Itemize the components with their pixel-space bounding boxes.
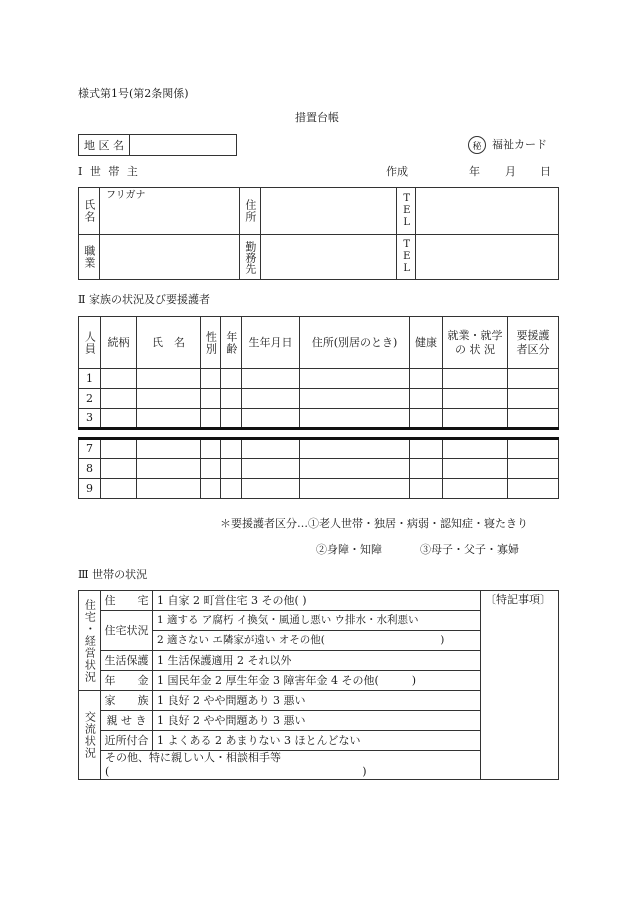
row-number: 2 xyxy=(79,389,101,409)
work-field[interactable] xyxy=(261,235,397,280)
family-options[interactable]: 1 良好 2 やや問題あり 3 悪い xyxy=(153,691,481,711)
name-label-cell: 氏名 xyxy=(79,188,100,235)
address-field[interactable] xyxy=(261,188,397,235)
col-age: 年齢 xyxy=(221,317,242,369)
household-status-table xyxy=(78,590,559,780)
housing-label: 住 宅 xyxy=(101,591,153,611)
housing-condition-options-1[interactable]: 1 適する ア腐朽 イ換気・風通し悪い ウ排水・水利悪い xyxy=(153,611,481,631)
neighbors-label: 近所付合 xyxy=(101,731,153,751)
table-row xyxy=(79,369,559,389)
job-label-cell: 職業 xyxy=(79,235,100,280)
housing-options[interactable]: 1 自家 2 町営住宅 3 その他( ) xyxy=(153,591,481,611)
secret-stamp: 秘 xyxy=(468,136,486,154)
col-birthdate: 生年月日 xyxy=(242,317,300,369)
row-number: 3 xyxy=(79,409,101,429)
pension-options[interactable]: 1 国民年金 2 厚生年金 3 障害年金 4 その他( ) xyxy=(153,671,481,691)
other-contacts-field[interactable]: その他、特に親しい人・相談相手等( ) xyxy=(101,751,481,780)
support-category-note: ＊要援護者区分…①老人世帯・独居・病弱・認知症・寝たきり xyxy=(220,517,528,530)
section1-heading: Ⅰ 世 帯 主 xyxy=(78,165,140,178)
table-row xyxy=(79,459,559,479)
special-notes-label: 〔特記事項〕 xyxy=(485,593,551,606)
row-number: 1 xyxy=(79,369,101,389)
family-header-row xyxy=(79,317,559,369)
form-number: 様式第1号(第2条関係) xyxy=(78,87,189,100)
col-health: 健康 xyxy=(410,317,443,369)
col-address: 住所(別居のとき) xyxy=(300,317,410,369)
neighbors-options[interactable]: 1 よくある 2 あまりない 3 ほとんどない xyxy=(153,731,481,751)
relations-group-label: 交流状況 xyxy=(79,691,101,780)
created-label: 作成 xyxy=(386,165,408,178)
table-row xyxy=(79,479,559,499)
tel2-field[interactable] xyxy=(416,235,559,280)
col-relation: 続柄 xyxy=(101,317,137,369)
section2-heading: Ⅱ 家族の状況及び要援護者 xyxy=(78,293,210,306)
housing-condition-label: 住宅状況 xyxy=(101,611,153,651)
district-label: 地 区 名 xyxy=(79,135,130,155)
support-category-note-2: ②身障・知障 xyxy=(316,543,382,556)
name-field[interactable] xyxy=(100,188,240,235)
family-label: 家 族 xyxy=(101,691,153,711)
col-members: 人員 xyxy=(79,317,101,369)
created-day-label: 日 xyxy=(540,165,551,178)
row-number: 9 xyxy=(79,479,101,499)
table-row xyxy=(79,389,559,409)
tel-label-cell: TEL xyxy=(397,188,416,235)
row-break-separator xyxy=(79,429,559,439)
card-title: 福祉カード xyxy=(492,138,547,151)
row-number: 8 xyxy=(79,459,101,479)
job-field[interactable] xyxy=(100,235,240,280)
document-title: 措置台帳 xyxy=(295,111,339,124)
section3-heading: Ⅲ 世帯の状況 xyxy=(78,568,148,581)
col-support-category: 要援護 者区分 xyxy=(508,317,559,369)
housing-condition-options-2[interactable]: 2 適さない エ隣家が遠い オその他( ) xyxy=(153,631,481,651)
table-row xyxy=(79,439,559,459)
family-table xyxy=(78,316,559,499)
relatives-label: 親 せ き xyxy=(101,711,153,731)
created-year-label: 年 xyxy=(469,165,480,178)
housing-group-label: 住宅・経営状況 xyxy=(79,591,101,691)
col-sex: 性別 xyxy=(201,317,221,369)
col-name: 氏 名 xyxy=(137,317,201,369)
welfare-options[interactable]: 1 生活保護適用 2 それ以外 xyxy=(153,651,481,671)
created-month-label: 月 xyxy=(505,165,516,178)
furigana-label: フリガナ xyxy=(106,190,146,201)
household-head-table xyxy=(78,187,559,280)
col-employment: 就業・就学 の 状 況 xyxy=(443,317,508,369)
tel-field[interactable] xyxy=(416,188,559,235)
relatives-options[interactable]: 1 良好 2 やや問題あり 3 悪い xyxy=(153,711,481,731)
work-label-cell: 勤務先 xyxy=(240,235,261,280)
row-number: 7 xyxy=(79,439,101,459)
district-field[interactable] xyxy=(130,135,235,155)
pension-label: 年 金 xyxy=(101,671,153,691)
address-label-cell: 住所 xyxy=(240,188,261,235)
tel2-label-cell: TEL xyxy=(397,235,416,280)
district-box xyxy=(78,134,237,156)
special-notes-field[interactable] xyxy=(481,591,559,780)
welfare-label: 生活保護 xyxy=(101,651,153,671)
table-row xyxy=(79,409,559,429)
support-category-note-3: ③母子・父子・寡婦 xyxy=(420,543,519,556)
